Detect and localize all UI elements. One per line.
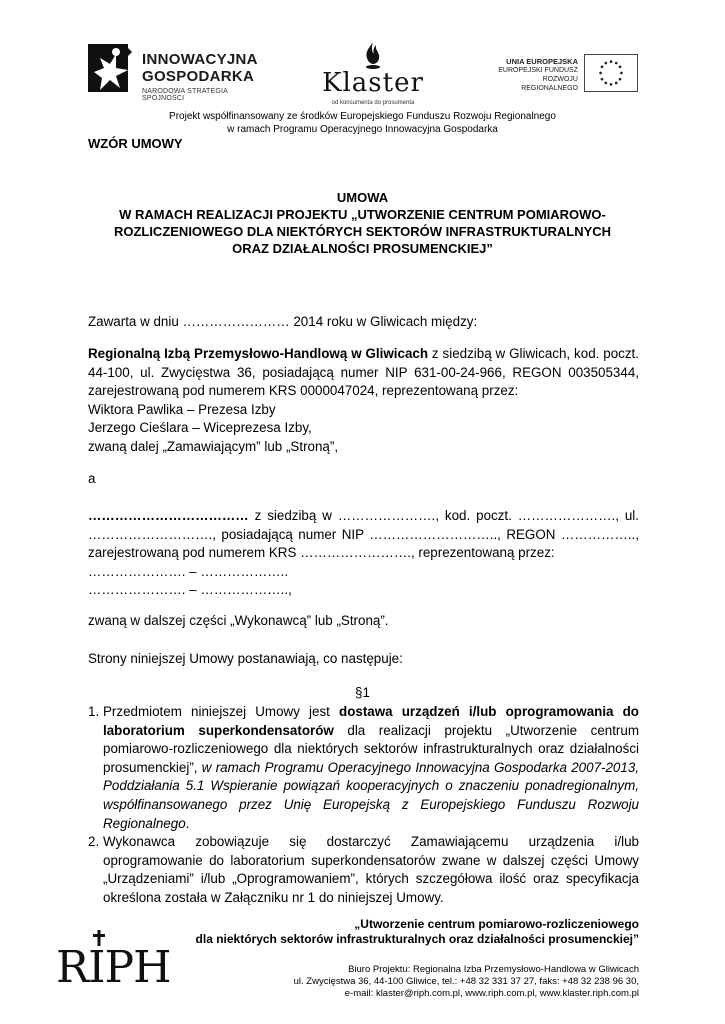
ig-line1: INNOWACYJNA (142, 51, 258, 68)
party2-line5: …………………. – ……………….., (88, 582, 292, 598)
eu-line1: UNIA EUROPEJSKA (506, 57, 578, 66)
footer-contact-line3: e-mail: klaster@riph.com.pl, www.riph.com.pl, www.klaster.riph.com.pl (344, 988, 639, 999)
party1-name: Regionalną Izbą Przemysłowo-Handlową w Gliwicach (88, 346, 429, 361)
eu-text (486, 57, 578, 93)
klaster-sub: od konsumenta do prosumenta (331, 100, 415, 106)
clause-1-e: . (185, 815, 190, 831)
party2-line4: …………………. – ……………….. (88, 563, 289, 579)
eu-logo (486, 52, 638, 96)
party2-line2: ………………………., posiadającą numer NIP ……………………….., REGON …………….., (88, 526, 639, 542)
title-line2: W RAMACH REALIZACJI PROJEKTU „UTWORZENIE CENTRUM POMIAROWO- (119, 207, 606, 222)
title-line1: UMOWA (336, 190, 389, 205)
clause-2 (88, 833, 639, 907)
party1-line4: Wiktora Pawlika – Prezesa Izby (88, 401, 276, 417)
party1-line6: zwaną dalej „Zamawiającym” lub „Stroną”, (88, 438, 339, 454)
clause-1 (88, 703, 639, 833)
party2-l1-rest: z siedzibą w …………………., kod. poczt. …………………., ul. (248, 508, 639, 523)
clause-1-number: 1. (88, 704, 100, 719)
riph-logo (56, 930, 176, 992)
eu-flag-icon (584, 54, 638, 92)
project-cofinancing-note (0, 110, 725, 136)
flame-icon (361, 40, 385, 70)
footer-title-line2: dla niektórych sektorów infrastrukturalnych oraz działalności prosumenckiej” (195, 932, 639, 946)
document-title (0, 189, 725, 257)
party2-name: ……………………………… (88, 508, 249, 523)
riph-wordmark: RIPH (56, 942, 171, 993)
clause-list (88, 703, 639, 908)
party-two-designation: zwaną w dalszej części „Wykonawcą” lub „Stroną”. (88, 613, 389, 628)
party-separator: a (88, 471, 96, 486)
klaster-word: Klaster (322, 68, 424, 98)
ig-line3: NARODOWA STRATEGIA SPÓJNOŚCI (142, 88, 228, 102)
ig-star-figure-icon (86, 42, 138, 102)
footer-contact-line1: Biuro Projektu: Regionalna Izba Przemysłowo-Handlowa w Gliwicach (348, 964, 639, 975)
clause-1-subject: dostawa urządzeń i/lub oprogramowania do laboratorium superkondensatorów (103, 704, 639, 738)
footer-project-title (196, 917, 639, 947)
clause-2-number: 2. (88, 834, 100, 850)
party1-line1 (88, 345, 639, 364)
clause-1-program: w ramach Programu Operacyjnego Innowacyjna Gospodarka 2007-2013, Poddziałania 5.1 Wspieranie powiązań kooperacyjnych o znaczeniu ponadregionalnym, współfinansowanego przez Unię Europejską z Europejskiego Funduszu Rozwoju Regionalnego (103, 759, 639, 831)
eu-line2: EUROPEJSKI FUNDUSZ (498, 67, 578, 74)
innowacyjna-gospodarka-logo (86, 42, 266, 104)
ig-line2: GOSPODARKA (142, 68, 255, 85)
project-note-line1: Projekt współfinansowany ze środków Europejskiego Funduszu Rozwoju Regionalnego (169, 111, 556, 122)
clause-1-c: dla realizacji projektu „Utworzenie centrum pomiarowo-rozliczeniowego dla niektórych sektorów infrastrukturalnych oraz działalności prosumenckiej”, (103, 722, 639, 775)
klaster-logo (318, 40, 428, 110)
contract-date-line: Zawarta w dniu …………………… 2014 roku w Gliwicach między: (88, 314, 478, 329)
party1-l1-rest: z siedzibą w Gliwicach, kod. poczt. (428, 346, 639, 361)
footer-title-line1: „Utworzenie centrum pomiarowo-rozliczeniowego (354, 917, 639, 931)
clause-2-text: Wykonawca zobowiązuje się dostarczyć Zamawiającemu urządzenia i/lub oprogramowanie do laboratorium superkondensatorów zwane w dalszej części Umowy „Urządzeniami” i/lub „Oprogramowaniem”, których szczegółowa ilość oraz specyfikacja określona została w Załączniku nr 1 do niniejszej Umowy. (103, 834, 639, 905)
clause-1-a: Przedmiotem niniejszej Umowy jest (103, 704, 340, 719)
party1-line3: zarejestrowaną pod numerem KRS 0000047024, reprezentowaną przez: (88, 383, 519, 399)
party-two-block (88, 507, 639, 600)
title-line3: ROZLICZENIOWEGO DLA NIEKTÓRYCH SEKTORÓW INFRASTRUKTURALNYCH (113, 224, 612, 239)
footer-contact (294, 964, 639, 1000)
party-one-block (88, 345, 639, 457)
eu-line3: ROZWOJU REGIONALNEGO (521, 76, 578, 92)
project-note-line2: w ramach Programu Operacyjnego Innowacyjna Gospodarka (227, 124, 498, 135)
title-line4: ORAZ DZIAŁALNOŚCI PROSUMENCKIEJ” (232, 241, 493, 256)
party1-line5: Jerzego Cieślara – Wiceprezesa Izby, (88, 420, 312, 436)
party2-line3: zarejestrowaną pod numerem KRS ……………………., reprezentowaną przez: (88, 545, 555, 561)
parties-agree-line: Strony niniejszej Umowy postanawiają, co następuje: (88, 651, 403, 666)
party2-line1 (88, 507, 639, 526)
document-label: WZÓR UMOWY (88, 136, 183, 151)
footer-contact-line2: ul. Zwycięstwa 36, 44-100 Gliwice, tel.: +48 32 331 37 27, faks: +48 32 238 96 30, (293, 976, 639, 987)
section-heading-1: §1 (355, 685, 370, 700)
party1-line2: 44-100, ul. Zwycięstwa 36, posiadającą numer NIP 631-00-24-966, REGON 003505344, (88, 364, 639, 380)
